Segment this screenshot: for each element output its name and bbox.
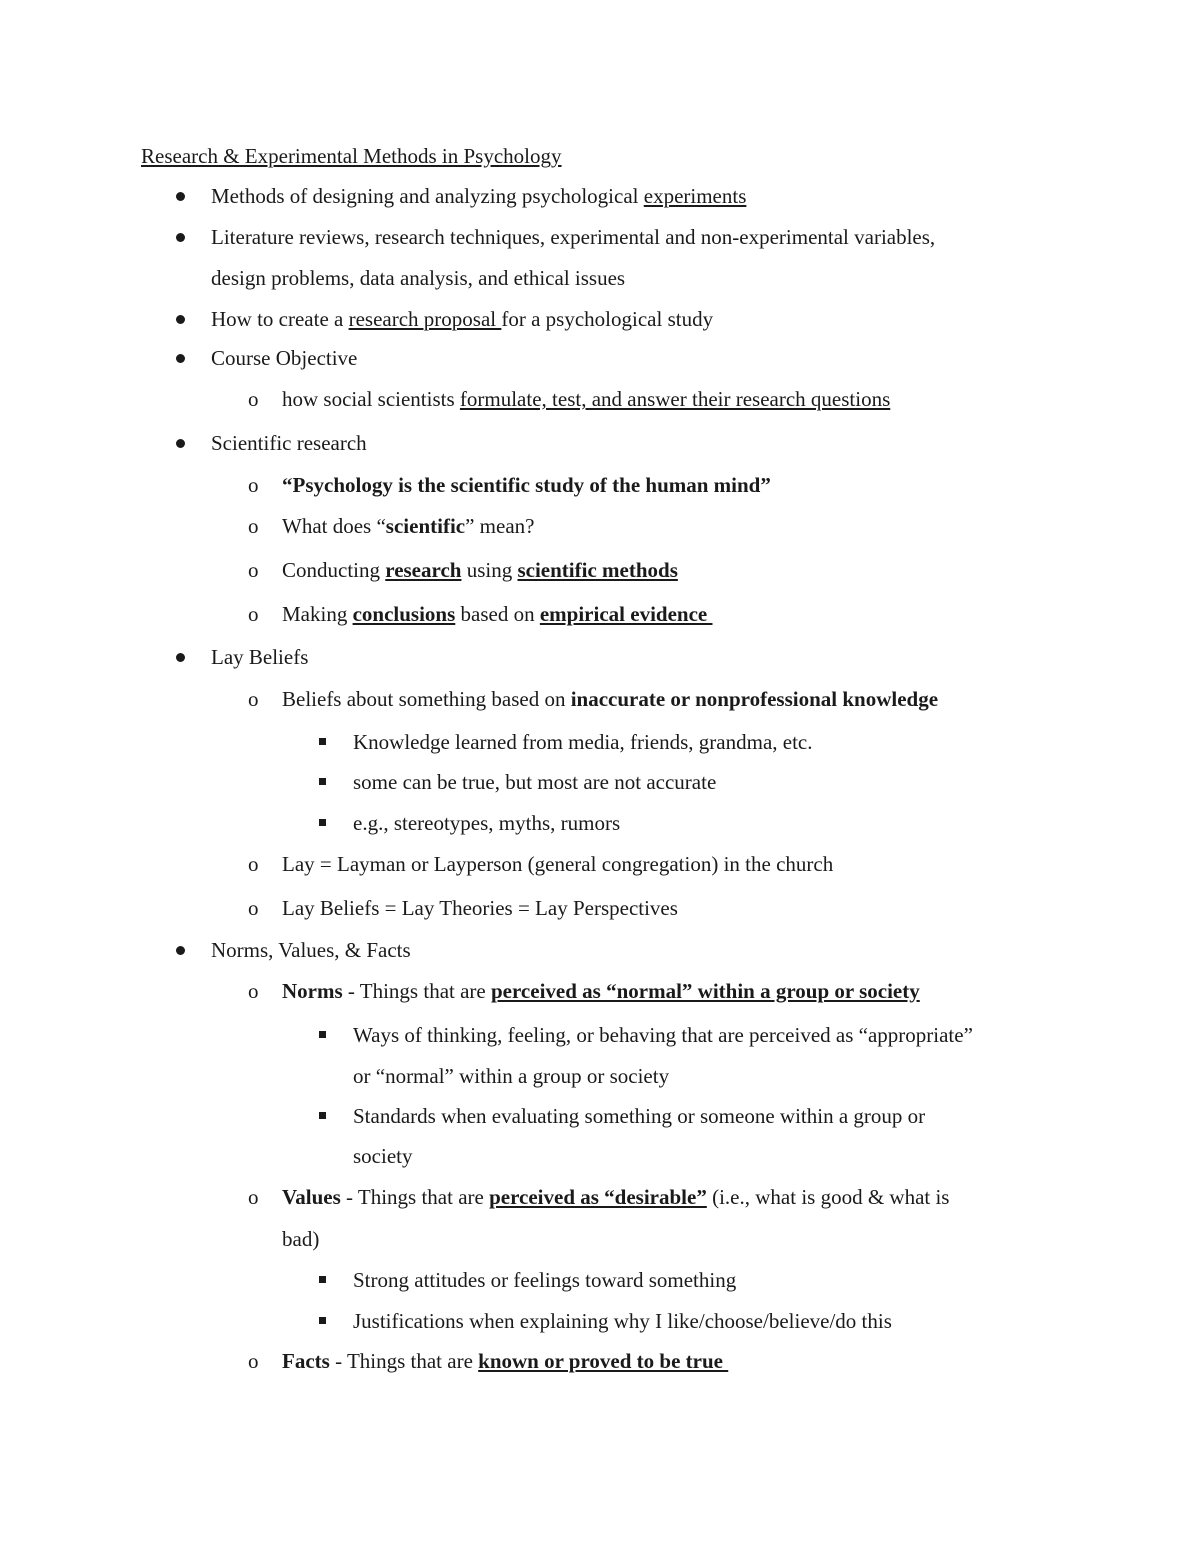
bullet-square-icon	[319, 778, 326, 785]
list-item: Literature reviews, research techniques, experimental and non-experimental variables,	[211, 225, 936, 249]
list-item	[282, 513, 534, 539]
list-item	[282, 1184, 949, 1210]
item-text: based on	[455, 602, 540, 626]
item-underlined-text: experiments	[643, 184, 747, 208]
item-text: Making	[282, 602, 353, 626]
item-bold-text: Norms	[282, 979, 343, 1003]
list-item	[282, 386, 890, 412]
item-bold-text: inaccurate or nonprofessional knowledge	[570, 687, 939, 711]
item-bold-underlined-text: perceived as “normal” within a group or society	[490, 979, 920, 1003]
item-text: how social scientists	[282, 387, 460, 411]
item-underlined-text: research proposal	[348, 307, 502, 331]
bullet-square-icon	[319, 1317, 326, 1324]
list-item: some can be true, but most are not accurate	[353, 770, 717, 794]
bullet-circle-icon: o	[248, 473, 259, 497]
item-text: (i.e., what is good & what is	[706, 1185, 950, 1209]
bullet-disc-icon	[176, 354, 185, 363]
list-item: Lay Beliefs = Lay Theories = Lay Perspectives	[282, 896, 678, 920]
bullet-circle-icon: o	[248, 896, 259, 920]
list-item-continuation: or “normal” within a group or society	[353, 1064, 670, 1088]
bullet-disc-icon	[176, 653, 185, 662]
list-item-continuation: design problems, data analysis, and ethical issues	[211, 266, 626, 290]
item-text: Beliefs about something based on	[282, 687, 571, 711]
bullet-disc-icon	[176, 233, 185, 242]
bullet-disc-icon	[176, 315, 185, 324]
item-bold-text: Values	[282, 1185, 341, 1209]
bullet-disc-icon	[176, 192, 185, 201]
document-title: Research & Experimental Methods in Psychology	[141, 144, 562, 168]
item-bold-underlined-text: empirical evidence	[539, 602, 713, 626]
list-item: “Psychology is the scientific study of the human mind”	[282, 473, 771, 497]
bullet-disc-icon	[176, 946, 185, 955]
bullet-circle-icon: o	[248, 852, 259, 876]
list-item: Knowledge learned from media, friends, grandma, etc.	[353, 730, 813, 754]
list-item	[211, 183, 746, 209]
bullet-square-icon	[319, 738, 326, 745]
bullet-circle-icon: o	[248, 387, 259, 411]
list-item: Norms, Values, & Facts	[211, 938, 411, 962]
item-text: Methods of designing and analyzing psychological	[211, 184, 644, 208]
item-text: - Things that are	[340, 1185, 490, 1209]
list-item: Lay = Layman or Layperson (general congregation) in the church	[282, 852, 834, 876]
item-text: using	[461, 558, 518, 582]
item-underlined-text: formulate, test, and answer their research questions	[459, 387, 891, 411]
bullet-circle-icon: o	[248, 514, 259, 538]
list-item: Strong attitudes or feelings toward something	[353, 1268, 737, 1292]
item-text: ” mean?	[465, 514, 535, 538]
bullet-circle-icon: o	[248, 1185, 259, 1209]
bullet-circle-icon: o	[248, 1349, 259, 1373]
bullet-circle-icon: o	[248, 687, 259, 711]
list-item: Ways of thinking, feeling, or behaving that are perceived as “appropriate”	[353, 1023, 973, 1047]
bullet-square-icon	[319, 1031, 326, 1038]
list-item: Scientific research	[211, 431, 367, 455]
item-text: How to create a	[211, 307, 349, 331]
list-item	[282, 601, 712, 627]
bullet-circle-icon: o	[248, 602, 259, 626]
list-item	[282, 557, 678, 583]
item-text: What does “	[282, 514, 386, 538]
bullet-square-icon	[319, 1276, 326, 1283]
item-bold-underlined-text: perceived as “desirable”	[489, 1185, 707, 1209]
list-item-continuation: society	[353, 1144, 413, 1168]
item-bold-text: Facts	[282, 1349, 330, 1373]
item-bold-underlined-text: known or proved to be true	[478, 1349, 729, 1373]
item-text: Conducting	[282, 558, 386, 582]
list-item: e.g., stereotypes, myths, rumors	[353, 811, 621, 835]
bullet-square-icon	[319, 819, 326, 826]
item-bold-text: scientific	[385, 514, 466, 538]
list-item: Justifications when explaining why I like/choose/believe/do this	[353, 1309, 892, 1333]
bullet-circle-icon: o	[248, 979, 259, 1003]
item-text: - Things that are	[342, 979, 491, 1003]
list-item	[282, 978, 920, 1004]
item-text: for a psychological study	[501, 307, 714, 331]
item-bold-underlined-text: scientific methods	[517, 558, 678, 582]
item-text: - Things that are	[329, 1349, 479, 1373]
bullet-disc-icon	[176, 439, 185, 448]
list-item	[282, 1348, 728, 1374]
list-item	[282, 686, 938, 712]
list-item	[211, 306, 713, 332]
list-item-continuation: bad)	[282, 1227, 320, 1251]
list-item: Standards when evaluating something or someone within a group or	[353, 1104, 926, 1128]
item-bold-underlined-text: research	[385, 558, 462, 582]
list-item: Course Objective	[211, 346, 358, 370]
bullet-square-icon	[319, 1112, 326, 1119]
bullet-circle-icon: o	[248, 558, 259, 582]
list-item: Lay Beliefs	[211, 645, 309, 669]
item-bold-underlined-text: conclusions	[352, 602, 456, 626]
